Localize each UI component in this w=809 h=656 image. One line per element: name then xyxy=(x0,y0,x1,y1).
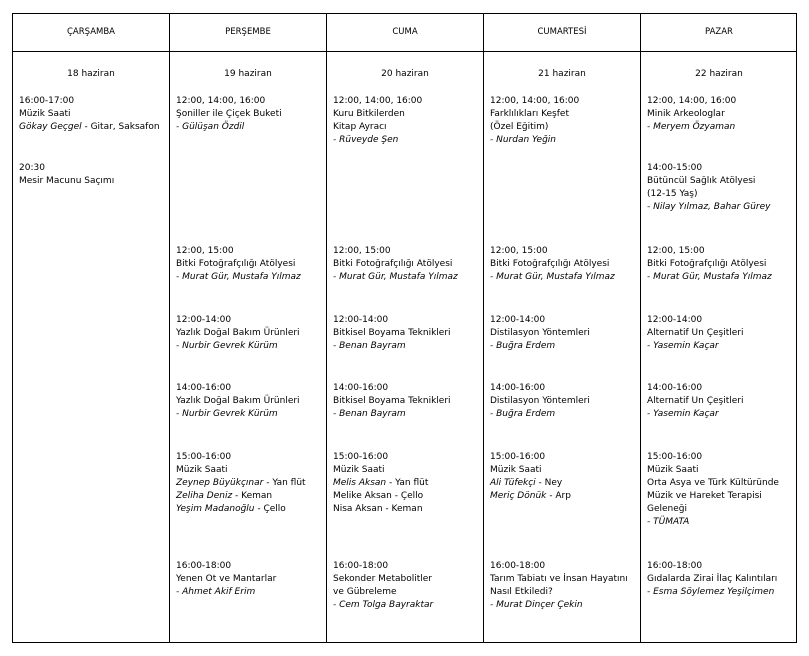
event-time: 14:00-16:00 xyxy=(333,383,389,393)
performer-role: - Arp xyxy=(546,491,571,501)
event-title: Müzik Saati xyxy=(647,465,699,475)
performer-name: Gökay Geçgel xyxy=(19,122,82,132)
performer-name: - Buğra Erdem xyxy=(490,341,556,351)
event-performer xyxy=(19,121,160,134)
event-title: Sekonder Metabolitler xyxy=(333,574,432,584)
performer-name: - Gülüşan Özdil xyxy=(176,122,245,132)
event-performer xyxy=(176,271,301,284)
event-performer xyxy=(647,586,777,599)
event-title: Farklılıkları Keşfet xyxy=(490,109,569,119)
performer-name: Meriç Dönük xyxy=(490,491,547,501)
event-block xyxy=(490,560,628,612)
performer-role: - Yan flüt xyxy=(386,478,429,488)
event-performer xyxy=(490,599,628,612)
event-performer xyxy=(333,134,422,147)
event-title: Gıdalarda Zirai İlaç Kalıntıları xyxy=(647,574,778,584)
event-time: 14:00-15:00 xyxy=(647,163,703,173)
performer-name: - Yasemin Kaçar xyxy=(647,341,719,351)
event-performer xyxy=(490,271,615,284)
column-divider xyxy=(169,14,170,642)
event-time: 16:00-18:00 xyxy=(647,561,703,571)
header-divider xyxy=(13,51,796,52)
event-title: (12-15 Yaş) xyxy=(647,189,698,199)
event-title: Minik Arkeologlar xyxy=(647,109,725,119)
event-time: 15:00-16:00 xyxy=(333,452,389,462)
event-block xyxy=(19,95,160,134)
performer-name: - Ahmet Akif Erim xyxy=(176,587,256,597)
performer-role: - Ney xyxy=(535,478,563,488)
event-time: 16:00-18:00 xyxy=(490,561,546,571)
event-performer xyxy=(647,201,770,214)
date-persembe: 19 haziran xyxy=(224,69,272,79)
event-title: Müzik Saati xyxy=(333,465,385,475)
event-performer xyxy=(647,408,743,421)
event-block xyxy=(176,314,300,353)
column-divider xyxy=(483,14,484,642)
date-cuma: 20 haziran xyxy=(381,69,429,79)
event-title: Yenen Ot ve Mantarlar xyxy=(176,574,277,584)
event-time: 12:00, 14:00, 16:00 xyxy=(176,96,266,106)
event-title: Distilasyon Yöntemleri xyxy=(490,396,590,406)
event-time: 15:00-16:00 xyxy=(490,452,546,462)
event-time: 16:00-17:00 xyxy=(19,96,75,106)
event-title: Orta Asya ve Türk Kültüründe xyxy=(647,478,779,488)
event-time: 12:00-14:00 xyxy=(490,315,546,325)
event-block xyxy=(647,162,770,214)
day-header-carsamba: ÇARŞAMBA xyxy=(66,27,115,37)
event-block xyxy=(176,560,276,599)
performer-name: - Nilay Yılmaz, Bahar Gürey xyxy=(647,202,771,212)
event-time: 12:00, 15:00 xyxy=(176,246,234,256)
performer-name: - Murat Gür, Mustafa Yılmaz xyxy=(647,272,772,282)
event-block xyxy=(19,162,114,188)
event-time: 12:00, 15:00 xyxy=(647,246,705,256)
event-block xyxy=(490,451,571,503)
event-title: Müzik Saati xyxy=(490,465,542,475)
event-performer xyxy=(176,121,282,134)
performer-name: - Nurbir Gevrek Kürüm xyxy=(176,409,278,419)
performer-name: - Murat Gür, Mustafa Yılmaz xyxy=(333,272,458,282)
performer-role: Nisa Aksan - Keman xyxy=(333,504,423,514)
event-block xyxy=(647,245,772,284)
event-time: 20:30 xyxy=(19,163,45,173)
event-title: Distilasyon Yöntemleri xyxy=(490,328,590,338)
event-performer xyxy=(647,340,743,353)
event-time: 12:00, 14:00, 16:00 xyxy=(647,96,737,106)
event-title: Mesir Macunu Saçımı xyxy=(19,176,115,186)
event-time: 14:00-16:00 xyxy=(490,383,546,393)
performer-name: - Rüveyde Şen xyxy=(333,135,399,145)
event-title: Bitkisel Boyama Teknikleri xyxy=(333,328,451,338)
event-performer xyxy=(333,490,428,503)
performer-name: - Benan Bayram xyxy=(333,341,406,351)
event-title: Yazlık Doğal Bakım Ürünleri xyxy=(176,396,300,406)
event-block xyxy=(647,314,743,353)
performer-name: Zeliha Deniz xyxy=(176,491,233,501)
event-performer xyxy=(333,477,428,490)
event-title: Kuru Bitkilerden xyxy=(333,109,405,119)
event-block xyxy=(490,382,590,421)
event-performer xyxy=(176,503,306,516)
performer-name: - Murat Dinçer Çekin xyxy=(490,600,583,610)
event-time: 12:00, 14:00, 16:00 xyxy=(333,96,423,106)
performer-name: - Nurdan Yeğin xyxy=(490,135,557,145)
performer-role: - Yan flüt xyxy=(263,478,306,488)
event-performer xyxy=(647,516,779,529)
day-header-persembe: PERŞEMBE xyxy=(225,27,271,37)
event-time: 12:00-14:00 xyxy=(176,315,232,325)
event-block xyxy=(333,560,433,612)
performer-name: - Benan Bayram xyxy=(333,409,406,419)
event-performer xyxy=(490,477,571,490)
event-time: 12:00, 14:00, 16:00 xyxy=(490,96,580,106)
event-performer xyxy=(176,586,276,599)
event-block xyxy=(647,95,736,134)
performer-name: Melis Aksan xyxy=(333,478,387,488)
event-performer xyxy=(333,340,451,353)
event-title: Bitki Fotoğrafçılığı Atölyesi xyxy=(647,259,767,269)
event-title: Bitki Fotoğrafçılığı Atölyesi xyxy=(490,259,610,269)
performer-name: - Esma Söylemez Yeşilçimen xyxy=(647,587,775,597)
event-performer xyxy=(333,503,428,516)
event-time: 14:00-16:00 xyxy=(647,383,703,393)
event-block xyxy=(333,451,428,516)
event-title: Yazlık Doğal Bakım Ürünleri xyxy=(176,328,300,338)
performer-role: Melike Aksan - Çello xyxy=(333,491,424,501)
event-block xyxy=(647,382,743,421)
date-pazar: 22 haziran xyxy=(695,69,743,79)
event-block xyxy=(176,245,301,284)
date-cumartesi: 21 haziran xyxy=(538,69,586,79)
date-carsamba: 18 haziran xyxy=(67,69,115,79)
event-block xyxy=(333,382,451,421)
performer-role: - Çello xyxy=(254,504,286,514)
performer-name: - Buğra Erdem xyxy=(490,409,556,419)
event-block xyxy=(490,314,590,353)
event-performer xyxy=(176,408,300,421)
event-title: Alternatif Un Çeşitleri xyxy=(647,396,744,406)
column-divider xyxy=(640,14,641,642)
performer-name: - Cem Tolga Bayraktar xyxy=(333,600,434,610)
event-performer xyxy=(647,271,772,284)
event-performer xyxy=(176,340,300,353)
event-title: Bitki Fotoğrafçılığı Atölyesi xyxy=(333,259,453,269)
performer-name: Ali Tüfekçi xyxy=(490,478,536,488)
event-title: Bütüncül Sağlık Atölyesi xyxy=(647,176,756,186)
event-performer xyxy=(333,599,433,612)
event-performer xyxy=(490,408,590,421)
event-time: 16:00-18:00 xyxy=(176,561,232,571)
event-block xyxy=(176,382,300,421)
day-header-pazar: PAZAR xyxy=(705,27,733,37)
event-performer xyxy=(647,121,736,134)
event-title: (Özel Eğitim) xyxy=(490,122,549,132)
event-block xyxy=(176,95,282,134)
performer-name: - Meryem Özyaman xyxy=(647,122,736,132)
event-time: 15:00-16:00 xyxy=(647,452,703,462)
event-title: Nasıl Etkiledi? xyxy=(490,587,553,597)
performer-role: - Gitar, Saksafon xyxy=(81,122,160,132)
performer-name: Zeynep Büyükçınar xyxy=(176,478,264,488)
column-divider xyxy=(326,14,327,642)
event-performer xyxy=(333,271,458,284)
event-time: 12:00-14:00 xyxy=(333,315,389,325)
event-block xyxy=(176,451,306,516)
performer-name: - TÜMATA xyxy=(647,517,690,527)
event-title: Kitap Ayracı xyxy=(333,122,387,132)
event-block xyxy=(333,245,458,284)
event-title: Müzik Saati xyxy=(176,465,228,475)
event-title: Bitki Fotoğrafçılığı Atölyesi xyxy=(176,259,296,269)
event-title: ve Gübreleme xyxy=(333,587,397,597)
event-block xyxy=(490,245,615,284)
event-performer xyxy=(490,340,590,353)
event-block xyxy=(333,314,451,353)
event-time: 12:00, 15:00 xyxy=(490,246,548,256)
event-time: 14:00-16:00 xyxy=(176,383,232,393)
event-title: Müzik ve Hareket Terapisi xyxy=(647,491,762,501)
event-block xyxy=(647,451,779,529)
event-title: Alternatif Un Çeşitleri xyxy=(647,328,744,338)
day-header-cuma: CUMA xyxy=(392,27,418,37)
day-header-cumartesi: CUMARTESİ xyxy=(537,27,587,37)
performer-role: - Keman xyxy=(232,491,273,501)
event-time: 15:00-16:00 xyxy=(176,452,232,462)
event-title: Geleneği xyxy=(647,504,688,514)
performer-name: Yeşim Madanoğlu xyxy=(176,504,255,514)
event-block xyxy=(333,95,422,147)
event-title: Müzik Saati xyxy=(19,109,71,119)
event-title: Şoniller ile Çiçek Buketi xyxy=(176,109,282,119)
performer-name: - Yasemin Kaçar xyxy=(647,409,719,419)
performer-name: - Murat Gür, Mustafa Yılmaz xyxy=(490,272,615,282)
event-time: 12:00-14:00 xyxy=(647,315,703,325)
event-performer xyxy=(176,477,306,490)
performer-name: - Murat Gür, Mustafa Yılmaz xyxy=(176,272,301,282)
event-time: 16:00-18:00 xyxy=(333,561,389,571)
event-performer xyxy=(490,134,579,147)
event-performer xyxy=(333,408,451,421)
event-performer xyxy=(490,490,571,503)
event-title: Bitkisel Boyama Teknikleri xyxy=(333,396,451,406)
event-title: Tarım Tabiatı ve İnsan Hayatını xyxy=(490,574,628,584)
event-time: 12:00, 15:00 xyxy=(333,246,391,256)
event-block xyxy=(647,560,777,599)
event-performer xyxy=(176,490,306,503)
performer-name: - Nurbir Gevrek Kürüm xyxy=(176,341,278,351)
schedule-table xyxy=(12,13,797,643)
event-block xyxy=(490,95,579,147)
